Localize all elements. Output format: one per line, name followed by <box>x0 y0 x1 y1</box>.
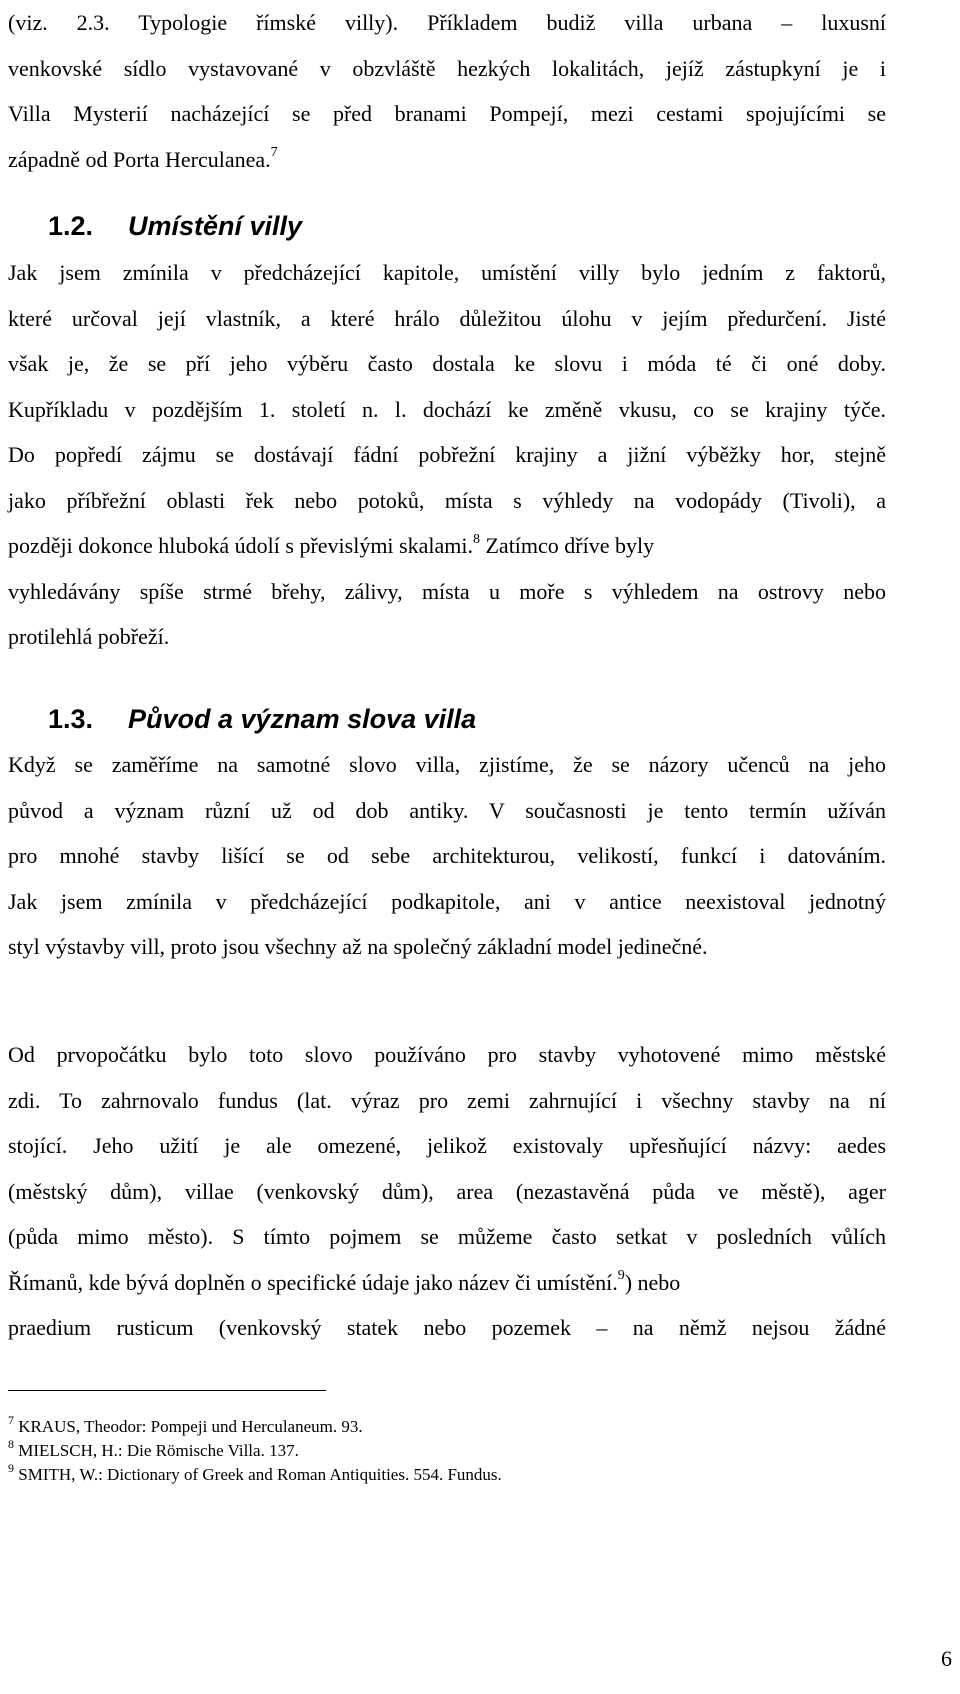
text-line: styl výstavby vill, proto jsou všechny až na společný základní model jedinečné. <box>8 934 708 959</box>
justified-line: vyhledávány spíše strmé břehy, zálivy, místa u moře s výhledem na ostrovy nebo <box>8 578 886 604</box>
footnote-number: 8 <box>8 1437 14 1452</box>
text-line <box>8 341 886 387</box>
text-fragment: Zatímco dříve byly <box>479 533 655 558</box>
footnote-9 <box>8 1461 502 1486</box>
section-heading-1-2 <box>48 209 302 243</box>
justified-line: Jak jsem zmínila v předcházející podkapitole, ani v antice neexistoval jednotný <box>8 888 886 914</box>
footnote-ref-9[interactable]: 9 <box>617 1268 625 1284</box>
footnote-text: SMITH, W.: Dictionary of Greek and Roman Antiquities. 554. Fundus. <box>18 1465 502 1484</box>
section-1-3-paragraph-1 <box>8 742 886 970</box>
text-line <box>8 788 886 834</box>
intro-paragraph <box>8 0 886 182</box>
text-line <box>8 296 886 342</box>
text-line <box>8 1078 886 1124</box>
text-line <box>8 569 886 615</box>
justified-line: však je, že se pří jeho výběru často dostala ke slovu i móda té či oné doby. <box>8 351 886 376</box>
footnote-separator <box>8 1390 326 1391</box>
text-line <box>8 250 886 296</box>
section-title: Původ a význam slova villa <box>128 704 477 734</box>
text-line <box>8 879 886 925</box>
text-line <box>8 432 886 478</box>
justified-line: Od prvopočátku bylo toto slovo používáno pro stavby vyhotovené mimo městské <box>8 1042 886 1067</box>
footnote-number: 9 <box>8 1461 14 1476</box>
text-line <box>8 523 886 569</box>
text-line <box>8 478 886 524</box>
text-line <box>8 0 886 46</box>
footnote-text: MIELSCH, H.: Die Römische Villa. 137. <box>18 1441 299 1460</box>
footnote-8 <box>8 1437 299 1462</box>
section-number: 1.3. <box>48 704 94 734</box>
text-line <box>8 1214 886 1260</box>
justified-line: praedium rusticum (venkovský statek nebo pozemek – na němž nejsou žádné <box>8 1315 886 1340</box>
section-title: Umístění villy <box>128 211 303 241</box>
footnote-7 <box>8 1413 363 1438</box>
justified-line: (viz. 2.3. Typologie římské villy). Příkladem budiž villa urbana – luxusní <box>8 10 886 35</box>
justified-line: Jak jsem zmínila v předcházející kapitole, umístění villy bylo jedním z faktorů, <box>8 260 886 285</box>
text-line <box>8 833 886 879</box>
justified-line: Kupříkladu v pozdějším 1. století n. l. dochází ke změně vkusu, co se krajiny týče. <box>8 396 886 422</box>
page-number: 6 <box>941 1646 952 1671</box>
justified-line: původ a význam různí už od dob antiky. V současnosti je tento termín užíván <box>8 797 886 823</box>
section-number: 1.2. <box>48 211 94 241</box>
text-fragment: ) nebo <box>624 1269 681 1295</box>
text-line <box>8 1260 886 1306</box>
text-line <box>8 387 886 433</box>
text-line-content <box>8 1260 680 1306</box>
justified-line: Když se zaměříme na samotné slovo villa, zjistíme, že se názory učenců na jeho <box>8 752 886 777</box>
footnote-text: KRAUS, Theodor: Pompeji und Herculaneum. 93. <box>18 1417 363 1436</box>
text-line: protilehlá pobřeží. <box>8 624 170 649</box>
justified-line: (půda mimo město). S tímto pojmem se můžeme často setkat v posledních vůlích <box>8 1224 886 1249</box>
text-line <box>8 1123 886 1169</box>
justified-line: Villa Mysterií nacházející se před branami Pompejí, mezi cestami spojujícími se <box>8 101 886 126</box>
footnote-number: 7 <box>8 1413 14 1428</box>
justified-line: které určoval její vlastník, a které hrálo důležitou úlohu v jejím předurčení. Jisté <box>8 305 886 331</box>
justified-line: venkovské sídlo vystavované v obzvláště hezkých lokalitách, jejíž zástupkyní je i <box>8 55 886 81</box>
text-line <box>8 1032 886 1078</box>
section-heading-1-3 <box>48 702 476 736</box>
justified-line: pro mnohé stavby lišící se od sebe architekturou, velikostí, funkcí i datováním. <box>8 843 886 868</box>
text-line <box>8 742 886 788</box>
text-line-content: západně od Porta Herculanea. <box>8 146 271 172</box>
justified-line: stojící. Jeho užití je ale omezené, jelikož existovaly upřesňující názvy: aedes <box>8 1133 886 1158</box>
text-line <box>8 1169 886 1215</box>
justified-line: (městský dům), villae (venkovský dům), area (nezastavěná půda ve městě), ager <box>8 1178 886 1204</box>
footnote-ref-8[interactable]: 8 <box>472 531 480 547</box>
text-line <box>8 46 886 92</box>
text-fragment: později dokonce hluboká údolí s převislými skalami. <box>8 533 473 558</box>
section-1-2-paragraph <box>8 250 886 660</box>
text-line-content <box>8 523 654 569</box>
text-line <box>8 137 886 183</box>
text-line <box>8 1305 886 1351</box>
footnote-ref-7[interactable]: 7 <box>270 145 278 161</box>
justified-line: jako příbřežní oblasti řek nebo potoků, místa s výhledy na vodopády (Tivoli), a <box>8 487 886 513</box>
justified-line: Do popředí zájmu se dostávají fádní pobřežní krajiny a jižní výběžky hor, stejně <box>8 442 886 467</box>
text-line <box>8 91 886 137</box>
justified-line: zdi. To zahrnovalo fundus (lat. výraz pro zemi zahrnující i všechny stavby na ní <box>8 1087 886 1113</box>
text-fragment: Římanů, kde bývá doplněn o specifické údaje jako název či umístění. <box>8 1269 618 1295</box>
section-1-3-paragraph-2 <box>8 1032 886 1351</box>
